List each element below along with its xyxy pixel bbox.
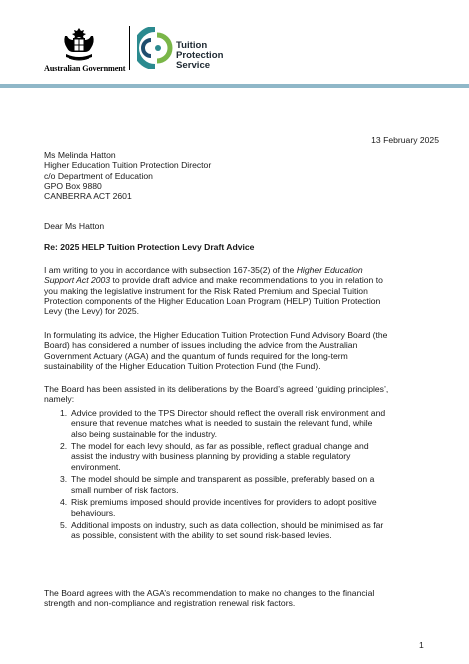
list-item [44, 520, 439, 541]
header-band [0, 84, 469, 88]
paragraph-line: Protection components of the Higher Education Loan Program (HELP) Tuition Protection [44, 295, 381, 306]
list-item-line: Advice provided to the TPS Director should reflect the overall risk environment and [71, 408, 386, 418]
list-number: 2. [60, 441, 68, 452]
paragraph-aga-recommendation [44, 588, 439, 609]
paragraph-line: Government Actuary (AGA) and the quantum of funds required for the long-term [44, 350, 348, 361]
tps-name-line: Protection [176, 49, 224, 61]
act-title: Higher Education [296, 265, 363, 275]
salutation: Dear Ms Hatton [44, 221, 105, 231]
paragraph-line: you making the legislative instrument for the Risk Rated Premium and Special Tuition [44, 285, 368, 296]
address-line: c/o Department of Education [44, 170, 153, 181]
address-line: GPO Box 9880 [44, 180, 102, 191]
list-number: 4. [60, 497, 68, 508]
list-item [44, 441, 439, 472]
list-number: 5. [60, 520, 68, 531]
paragraph-line: Board) has considered a number of issues including the advice from the Australian [44, 340, 358, 351]
act-title: Support Act 2003 [44, 275, 111, 286]
list-item-line: behaviours. [71, 507, 116, 518]
list-item [44, 408, 439, 439]
paragraph-line: sustainability of the Higher Education Tuition Protection Fund (the Fund). [44, 360, 321, 371]
list-item [44, 474, 439, 495]
paragraph-line: strength and non-compliance and registration renewal risk factors. [44, 598, 296, 609]
list-item-line: assist the industry with business planning by providing a stable regulatory [71, 451, 351, 462]
paragraph-principles-intro [44, 384, 439, 405]
list-item-line: as possible, consistent with the ability to set sound risk-based levies. [71, 530, 332, 541]
list-item-line: Risk premiums imposed should provide incentives for providers to adopt positive [71, 497, 377, 508]
list-number: 3. [60, 474, 68, 485]
government-name: Australian Government [44, 64, 126, 73]
paragraph-line: The Board has been assisted in its deliberations by the Board’s agreed ‘guiding principles’, [44, 384, 389, 394]
paragraph-formulating [44, 330, 439, 371]
list-item-line: small number of risk factors. [71, 484, 179, 495]
list-item-line: also being sustainable for the industry. [71, 428, 218, 439]
list-item-line: ensure that revenue matches what is needed to sustain the relevant fund, while [71, 418, 373, 429]
letter-date: 13 February 2025 [371, 135, 439, 145]
tps-wordmark [176, 41, 223, 70]
guiding-principles-list [44, 408, 439, 543]
paragraph-line: Levy (the Levy) for 2025. [44, 306, 140, 317]
list-item-line: Additional imposts on industry, such as data collection, should be minimised as far [71, 520, 384, 531]
letterhead [0, 0, 469, 86]
address-line: CANBERRA ACT 2601 [44, 191, 132, 202]
list-item-line: The model should be simple and transparent as possible, preferably based on a [71, 474, 375, 485]
address-line: Higher Education Tuition Protection Director [44, 160, 212, 171]
paragraph-line: The Board agrees with the AGA’s recommendation to make no changes to the financial [44, 588, 375, 598]
paragraph-line: namely: [44, 394, 75, 405]
list-item-line: The model for each levy should, as far as possible, reflect gradual change and [71, 441, 369, 452]
list-number: 1. [60, 408, 68, 418]
tps-name-line: Tuition [176, 40, 208, 51]
header-divider [129, 26, 130, 70]
subject-line: Re: 2025 HELP Tuition Protection Levy Draft Advice [44, 242, 255, 252]
paragraph-line: In formulating its advice, the Higher Education Tuition Protection Fund Advisory Board (the [44, 330, 388, 340]
paragraph-intro [44, 265, 439, 316]
page-number: 1 [419, 640, 424, 650]
paragraph-text: I am writing to you in accordance with subsection 167-35(2) of the [44, 265, 297, 275]
paragraph-text: to provide draft advice and make recommendations to you in relation to [110, 275, 383, 286]
list-item-line: environment. [71, 461, 121, 472]
tps-name-line: Service [176, 59, 211, 71]
tps-logo-icon [137, 27, 173, 69]
list-item [44, 497, 439, 518]
address-line: Ms Melinda Hatton [44, 150, 116, 160]
recipient-address [44, 150, 211, 201]
coat-of-arms-icon [62, 26, 96, 64]
